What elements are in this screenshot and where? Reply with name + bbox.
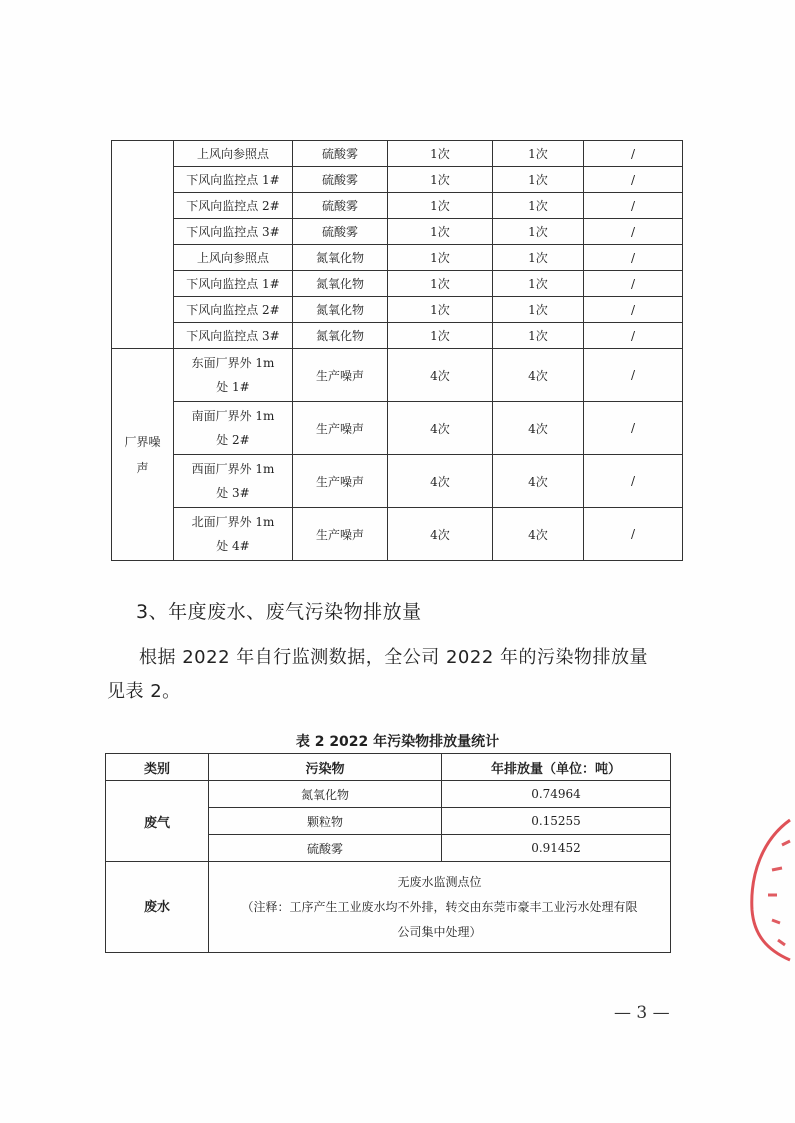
freq-b-cell: 1次: [493, 245, 584, 271]
section-heading: 3、年度废水、废气污染物排放量: [136, 601, 422, 623]
pollutant-cell: 生产噪声: [293, 349, 388, 402]
freq-b-cell: 1次: [493, 219, 584, 245]
point-cell: 西面厂界外 1m 处 3#: [174, 455, 293, 508]
table-row: [106, 781, 671, 808]
header-amount: 年排放量（单位：吨）: [442, 754, 671, 781]
table-row: [112, 245, 683, 271]
pollutant-cell: 硫酸雾: [209, 835, 442, 862]
note-cell: /: [584, 455, 683, 508]
freq-a-cell: 1次: [388, 323, 493, 349]
freq-b-cell: 4次: [493, 349, 584, 402]
freq-b-cell: 1次: [493, 271, 584, 297]
freq-b-cell: 1次: [493, 167, 584, 193]
table-row: [112, 193, 683, 219]
freq-b-cell: 1次: [493, 141, 584, 167]
pollutant-cell: 硫酸雾: [293, 219, 388, 245]
water-note-line3: 公司集中处理）: [397, 924, 482, 939]
point-cell: 上风向参照点: [174, 245, 293, 271]
pollutant-cell: 氮氧化物: [293, 245, 388, 271]
water-note-line1: 无废水监测点位: [397, 874, 482, 889]
table-header-row: [106, 754, 671, 781]
amount-cell: 0.74964: [442, 781, 671, 808]
freq-b-cell: 4次: [493, 455, 584, 508]
pollutant-cell: 生产噪声: [293, 508, 388, 561]
freq-b-cell: 1次: [493, 193, 584, 219]
pollutant-cell: 硫酸雾: [293, 141, 388, 167]
point-cell: 下风向监控点 1#: [174, 271, 293, 297]
point-cell: 下风向监控点 1#: [174, 167, 293, 193]
body-paragraph-line2: 见表 2。: [107, 681, 181, 702]
pollutant-cell: 颗粒物: [209, 808, 442, 835]
category-water: 废水: [106, 862, 209, 953]
freq-a-cell: 4次: [388, 349, 493, 402]
seal-stamp-icon: [742, 815, 792, 965]
freq-b-cell: 1次: [493, 297, 584, 323]
table-row: [112, 167, 683, 193]
note-cell: /: [584, 167, 683, 193]
pollutant-cell: 氮氧化物: [293, 323, 388, 349]
monitoring-table: [111, 140, 683, 561]
note-cell: /: [584, 245, 683, 271]
note-cell: /: [584, 297, 683, 323]
freq-a-cell: 4次: [388, 455, 493, 508]
point-cell: 南面厂界外 1m 处 2#: [174, 402, 293, 455]
table-row: [112, 402, 683, 455]
note-cell: /: [584, 141, 683, 167]
note-cell: /: [584, 193, 683, 219]
table-row: [112, 297, 683, 323]
pollutant-cell: 氮氧化物: [293, 297, 388, 323]
table2-caption: 表 2 2022 年污染物排放量统计: [295, 734, 500, 750]
table-row: [112, 508, 683, 561]
table-row: [112, 271, 683, 297]
pollutant-cell: 氮氧化物: [209, 781, 442, 808]
pollutant-cell: 硫酸雾: [293, 193, 388, 219]
pollutant-cell: 生产噪声: [293, 402, 388, 455]
emissions-table: [105, 753, 671, 953]
header-category: 类别: [106, 754, 209, 781]
point-cell: 北面厂界外 1m 处 4#: [174, 508, 293, 561]
freq-a-cell: 1次: [388, 245, 493, 271]
pollutant-cell: 硫酸雾: [293, 167, 388, 193]
note-cell: /: [584, 402, 683, 455]
category-cell-air: [112, 141, 174, 349]
header-pollutant: 污染物: [209, 754, 442, 781]
freq-b-cell: 4次: [493, 508, 584, 561]
category-cell-noise: 厂界噪声: [112, 349, 174, 561]
category-gas: 废气: [106, 781, 209, 862]
table-row: [112, 455, 683, 508]
water-note-cell: [209, 862, 671, 953]
table-row: [112, 141, 683, 167]
amount-cell: 0.15255: [442, 808, 671, 835]
note-cell: /: [584, 219, 683, 245]
point-cell: 下风向监控点 2#: [174, 297, 293, 323]
point-cell: 下风向监控点 3#: [174, 323, 293, 349]
note-cell: /: [584, 349, 683, 402]
table-row: [112, 323, 683, 349]
freq-a-cell: 1次: [388, 167, 493, 193]
freq-a-cell: 4次: [388, 402, 493, 455]
point-cell: 东面厂界外 1m 处 1#: [174, 349, 293, 402]
freq-a-cell: 4次: [388, 508, 493, 561]
freq-a-cell: 1次: [388, 271, 493, 297]
freq-b-cell: 4次: [493, 402, 584, 455]
point-cell: 下风向监控点 3#: [174, 219, 293, 245]
pollutant-cell: 氮氧化物: [293, 271, 388, 297]
body-paragraph-line1: 根据 2022 年自行监测数据，全公司 2022 年的污染物排放量: [139, 647, 649, 668]
point-cell: 上风向参照点: [174, 141, 293, 167]
freq-a-cell: 1次: [388, 193, 493, 219]
note-cell: /: [584, 508, 683, 561]
amount-cell: 0.91452: [442, 835, 671, 862]
point-cell: 下风向监控点 2#: [174, 193, 293, 219]
table-row: [112, 349, 683, 402]
page-number: — 3 —: [614, 1003, 670, 1023]
freq-a-cell: 1次: [388, 297, 493, 323]
table-row: [106, 862, 671, 953]
freq-a-cell: 1次: [388, 219, 493, 245]
water-note-line2: （注释：工序产生工业废水均不外排，转交由东莞市豪丰工业污水处理有限: [241, 899, 638, 914]
table-row: [112, 219, 683, 245]
freq-b-cell: 1次: [493, 323, 584, 349]
pollutant-cell: 生产噪声: [293, 455, 388, 508]
note-cell: /: [584, 271, 683, 297]
freq-a-cell: 1次: [388, 141, 493, 167]
note-cell: /: [584, 323, 683, 349]
